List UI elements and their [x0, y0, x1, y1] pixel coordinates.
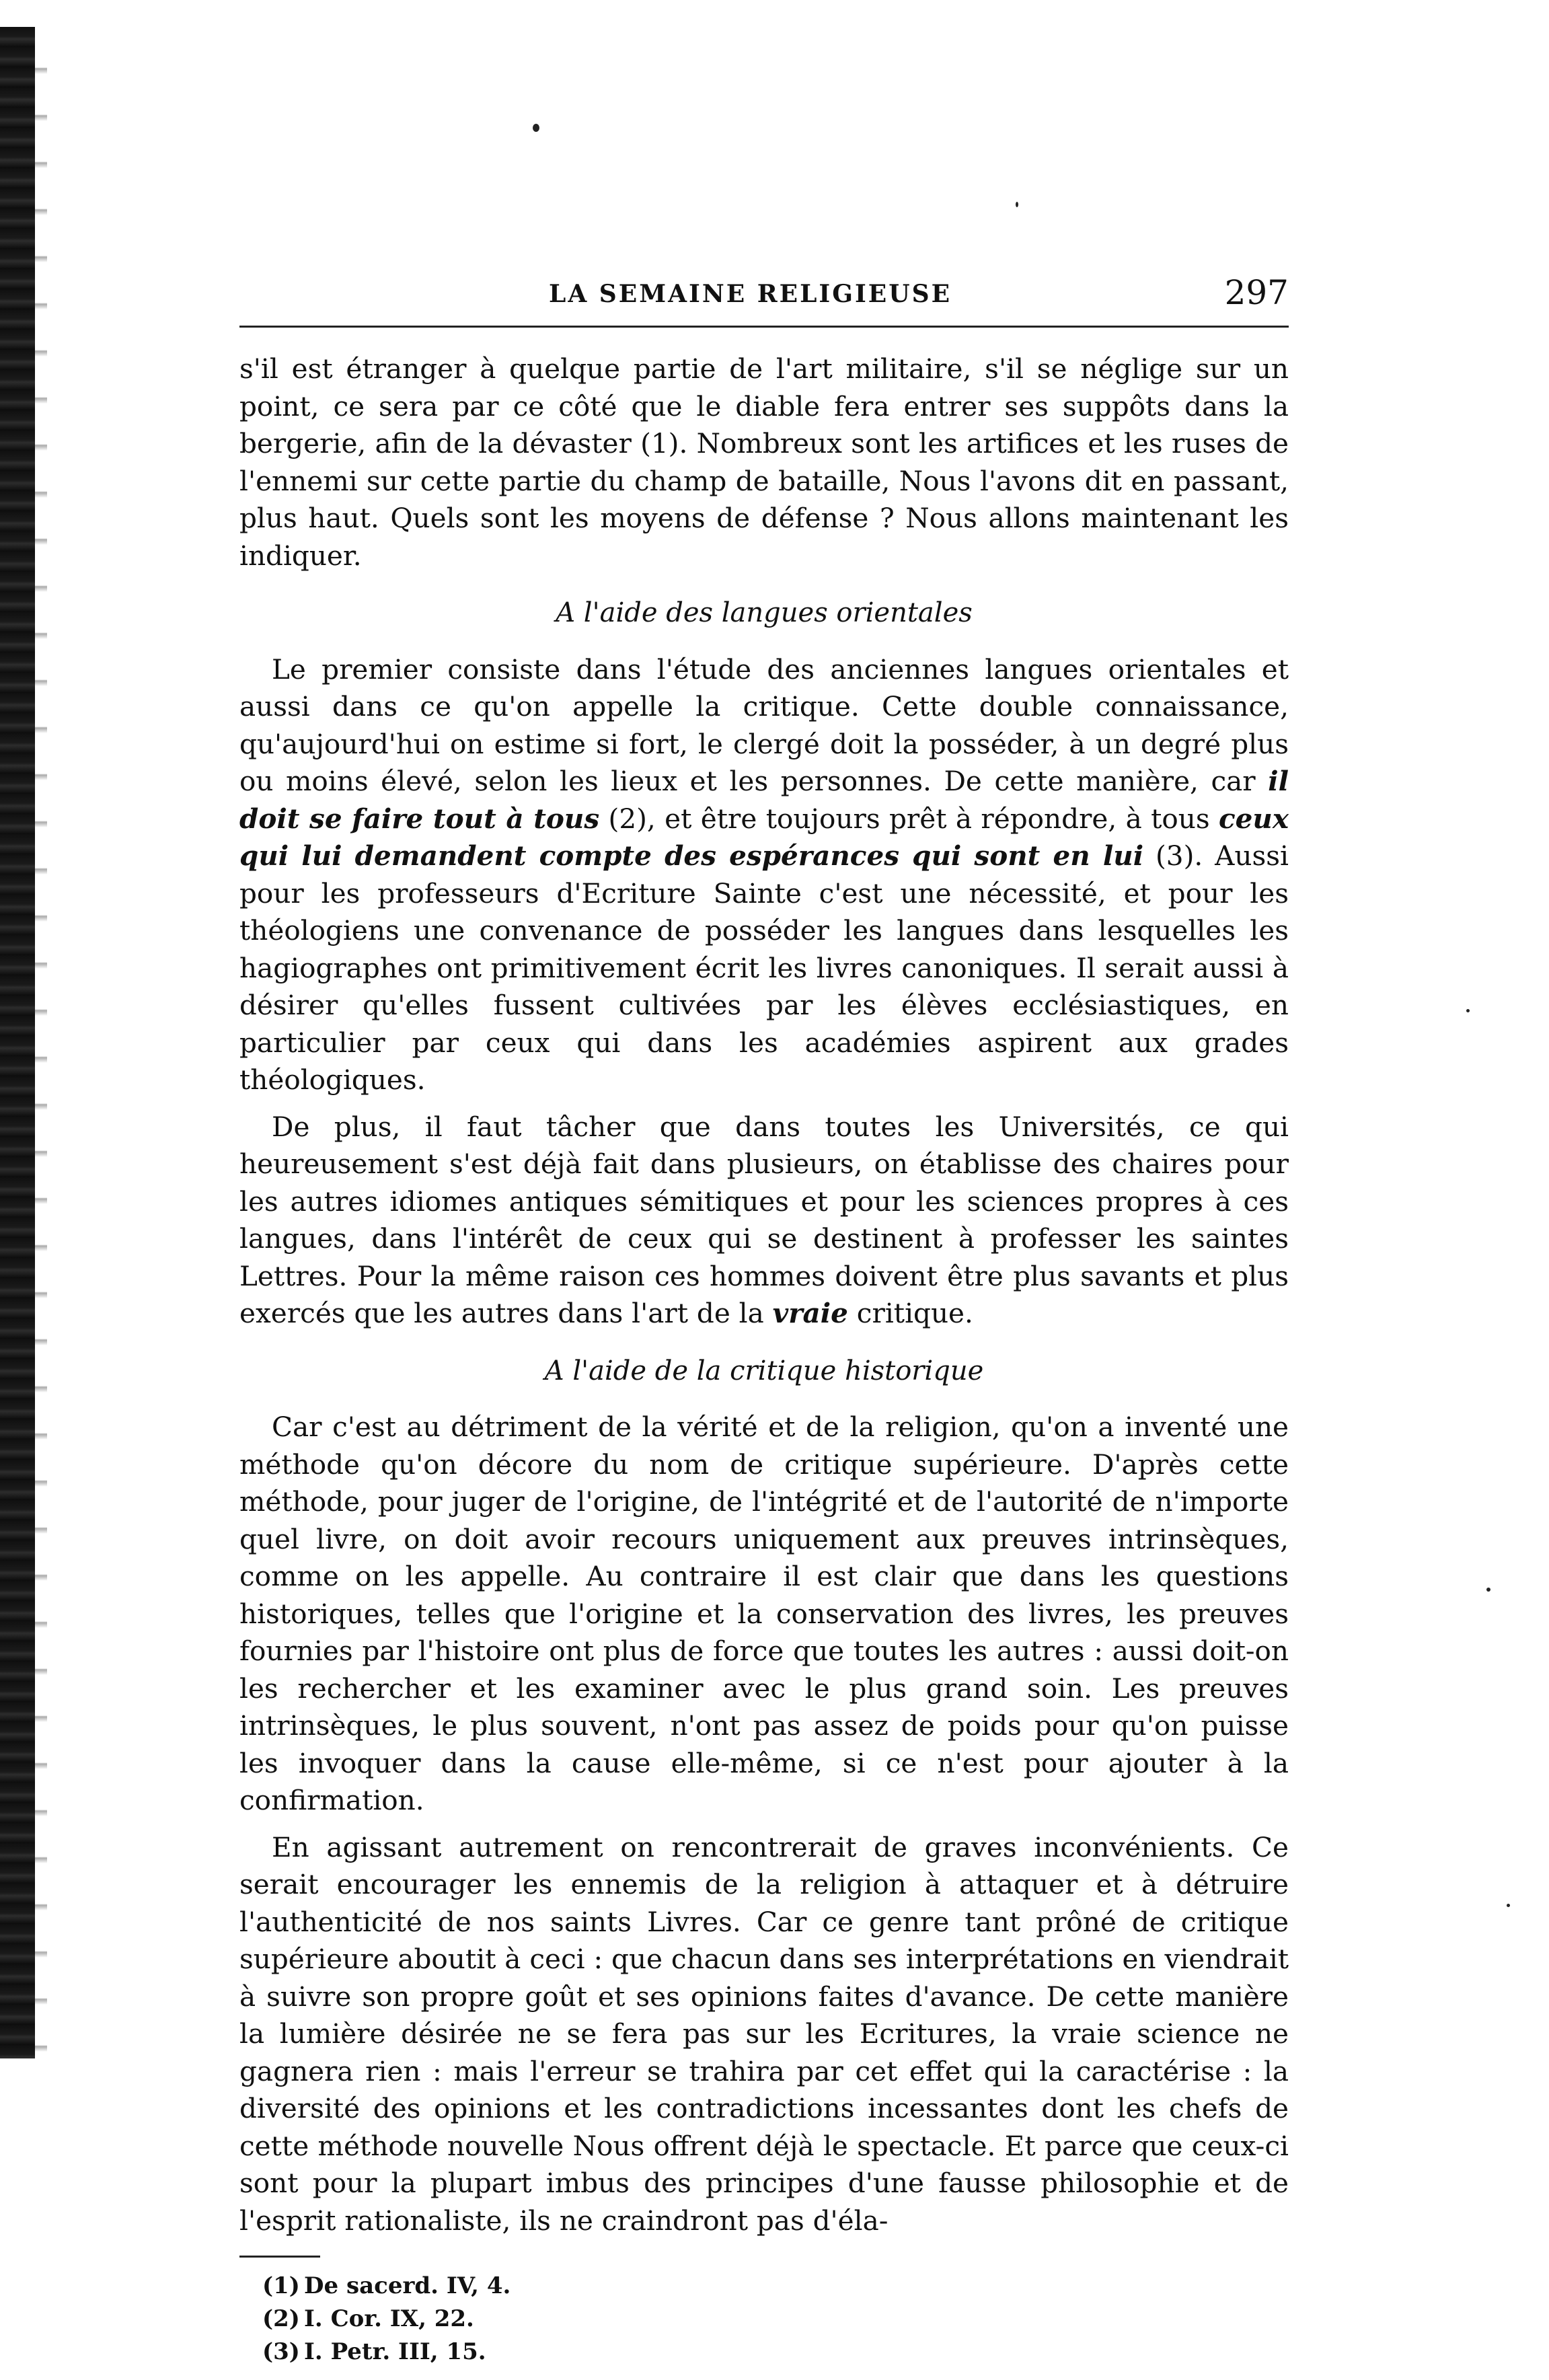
footnote-number: (1) [262, 2272, 300, 2299]
ink-speck [1466, 1009, 1470, 1012]
page-binding-edge [0, 27, 35, 2058]
paragraph-5: En agissant autrement on rencontrerait de graves inconvénients. Ce serait encourager les ennemis de la religion à attaquer et à détruire l'authenticité de nos saints Livres. Car ce genre tant prôné de critique supérieure aboutit à ceci : que chacun dans ses interprétations en viendrait à suivre son propre goût et ses opinions faites d'avance. De cette manière la lumière désirée ne se fera pas sur les Ecritures, la vraie science ne gagnera rien : mais l'erreur se trahira par cet effet qui la caractérise : la diversité des opinions et les contradictions incessantes dont les chefs de cette méthode nouvelle Nous offrent déjà le spectacle. Et parce que ceux-ci sont pour la plupart imbus des principes d'une fausse philosophie et de l'esprit rationaliste, ils ne craindront pas d'éla- [239, 1830, 1289, 2237]
footnotes [239, 2270, 1289, 2369]
paragraph-2-text-b: (2), et être toujours prêt à répondre, à tous [599, 802, 1219, 835]
paragraph-4: Car c'est au détriment de la vérité et de la religion, qu'on a inventé une méthode qu'on décore du nom de critique supérieure. D'après cette méthode, pour juger de l'origine, de l'intégrité et de l'autorité de n'importe quel livre, on doit avoir recours uniquement aux preuves intrinsèques, comme on les appelle. Au contraire il est clair que dans les questions historiques, telles que l'origine et la conservation des livres, les preuves fournies par l'histoire ont plus de force que toutes les autres : aussi doit-on les rechercher et les examiner avec le plus grand soin. Les preuves intrinsèques, le plus souvent, n'ont pas assez de poids pour qu'on puisse les invoquer dans la cause elle-même, si ce n'est pour ajouter à la confirmation. [239, 1411, 1289, 1816]
running-title: LA SEMAINE RELIGIEUSE [549, 280, 952, 308]
ink-speck [1486, 1588, 1490, 1592]
footnote-2 [262, 2303, 1289, 2336]
paragraph-2-text-a: Le premier consiste dans l'étude des anciennes langues orientales et aussi dans ce qu'on appelle la critique. Cette double connaissance, qu'aujourd'hui on estime si fort, le clergé doit la posséder, à un degré plus ou moins élevé, selon les lieux et les personnes. De cette manière, car [239, 653, 1289, 797]
footnote-1 [262, 2270, 1289, 2303]
paragraph-3-text-a: De plus, il faut tâcher que dans toutes les Universités, ce qui heureusement s'est déjà fait dans plusieurs, on établisse des chaires pour les autres idiomes antiques sémitiques et pour les sciences propres à ces langues, dans l'intérêt de ceux qui se destinent à professer les saintes Lettres. Pour la même raison ces hommes doivent être plus savants et plus exercés que les autres dans l'art de la [239, 1110, 1289, 1329]
paragraph-2-quote-2: ceux qui lui demandent compte des espérances qui sont en lui [239, 802, 1289, 872]
footnote-text: I. Petr. III, 15. [304, 2338, 486, 2365]
paragraph-2-quote-1: il doit se faire tout à tous [239, 765, 1289, 835]
paragraph-2-text-c: (3). Aussi pour les professeurs d'Ecriture Sainte c'est une nécessité, et pour les théologiens une convenance de posséder les langues dans lesquelles les hagiographes ont primitivement écrit les livres canoniques. Il serait aussi à désirer qu'elles fussent cultivées par les élèves ecclésiastiques, en particulier par ceux qui dans les académies aspirent aux grades théologiques. [239, 840, 1289, 1096]
paragraph-3-text-b: critique. [847, 1297, 973, 1329]
footnote-divider [239, 2256, 320, 2258]
page-number: 297 [1224, 273, 1289, 312]
body-text [239, 350, 1289, 2239]
footnote-text: I. Cor. IX, 22. [304, 2305, 474, 2332]
footnote-3 [262, 2336, 1289, 2369]
paragraph-2 [239, 651, 1289, 1099]
footnote-number: (3) [262, 2338, 300, 2365]
page-header [239, 272, 1289, 328]
ink-speck [1016, 202, 1018, 207]
paragraph-3-emphasis: vraie [772, 1297, 848, 1329]
footnote-number: (2) [262, 2305, 300, 2332]
paragraph-3 [239, 1109, 1289, 1333]
document-page [239, 272, 1289, 2369]
section-heading-historical-criticism: A l'aide de la critique historique [544, 1355, 984, 1386]
footnote-text: De sacerd. IV, 4. [304, 2272, 511, 2299]
section-heading-oriental-languages: A l'aide des langues orientales [556, 597, 973, 628]
ink-speck [1507, 1904, 1510, 1907]
paragraph-1: s'il est étranger à quelque partie de l'art militaire, s'il se néglige sur un point, ce sera par ce côté que le diable fera entrer ses suppôts dans la bergerie, afin de la dévaster (1). Nombreux sont les artifices et les ruses de l'ennemi sur cette partie du champ de bataille, Nous l'avons dit en passant, plus haut. Quels sont les moyens de défense ? Nous allons maintenant les indiquer. [239, 352, 1289, 572]
ink-speck [533, 124, 539, 132]
